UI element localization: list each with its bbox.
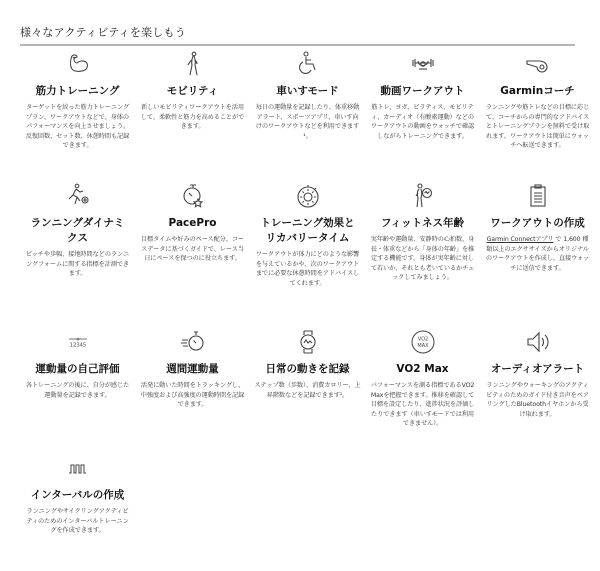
video-workout-icon (405, 50, 441, 78)
feature-title: 動画ワークアウト (380, 85, 465, 97)
feature-description: ターゲットを絞った筋力トレーニングプラン、ワークアウトなどで、身体のパフォーマンスを向上させましょう。反復回数、セット数、休憩時間も記録できます。 (25, 104, 130, 150)
feature-title: 車いすモード (276, 85, 339, 97)
feature-pacepro (135, 182, 250, 288)
feature-activity-tracking (250, 328, 365, 429)
feature-title: インターバルの作成 (30, 489, 125, 501)
feature-description: パフォーマンスを測る指標であるVO2 Maxを把握できます。推移を確認して目標を設定したり、進捗状況を評価したりできます（車いすモードでは利用できません）。 (370, 382, 475, 428)
feature-description: ランニングやウォーキングのアクティビティのためのガイド付き音声をペアリングしたBluetoothイヤホンから受け取れます。 (486, 382, 589, 418)
feature-garmin-coach (480, 50, 595, 151)
feature-description: ピッチや歩幅、接地時間などのランニングフォームに関する指標を計測できます。 (25, 251, 130, 278)
feature-title: トレーニング効果とリカバリータイム (260, 217, 355, 244)
training-effect-dial-icon (290, 182, 326, 210)
feature-title: 筋力トレーニング (35, 85, 120, 97)
svg-text:VO2: VO2 (417, 336, 428, 343)
feature-row-4 (20, 454, 595, 536)
feature-strength-training (20, 50, 135, 151)
feature-description: 目標タイムや好みのペース配分、コースデータに基づくガイドで、レース当日にペースを保つのに役立ちます。 (140, 236, 245, 263)
svg-text:MAX: MAX (416, 343, 429, 349)
mobility-stretch-icon (175, 50, 211, 78)
feature-description: 実年齢や運動量、安静時の心拍数、身長・体重などから「身体の年齢」を推定する機能です。身体が実年齢に対して若いか、それとも老いているかチェックしてみましょう。 (370, 236, 475, 282)
feature-title: Garminコーチ (500, 85, 575, 97)
wheelchair-icon (290, 50, 326, 78)
fast-stopwatch-icon (175, 328, 211, 356)
feature-description: 各トレーニングの後に、自分が感じた運動量を記録できます。 (25, 382, 130, 399)
running-dynamics-icon (60, 182, 96, 210)
feature-title: PacePro (168, 217, 217, 229)
feature-title: 週間運動量 (166, 363, 219, 375)
feature-title: フィットネス年齢 (380, 217, 465, 229)
clipboard-icon (520, 182, 556, 210)
muscle-arm-icon (60, 50, 96, 78)
feature-description: ランニングや筋トレなどの目標に応じて、コーチからの専門的なアドバイスとトレーニングプランを無料で受け取れます。ワークアウトは簡単にウォッチへ転送できます。 (485, 104, 590, 150)
feature-description (480, 235, 595, 273)
feature-interval-workouts (20, 454, 135, 536)
section-title: 様々なアクティビティを楽しもう (20, 26, 186, 39)
feature-intensity-minutes (135, 328, 250, 429)
feature-description-text: で 1,600 種類以上のエクササイズからオリジナルのワークアウトを作成し、直接ウォッチに送信できます。 (485, 236, 590, 272)
feature-training-effect (250, 182, 365, 288)
feature-description: ワークアウトが体力にどのような影響を与えているかや、次のワークアウトまでに必要な休憩時間をアドバイスしてくれます。 (255, 251, 360, 287)
svg-text:12345: 12345 (69, 342, 86, 349)
feature-title: ランニングダイナミクス (30, 217, 125, 244)
feature-running-dynamics (20, 182, 135, 288)
feature-row-2 (20, 182, 595, 288)
feature-description: 毎日の運動量を記録したり、体重移動アラート、スポーツアプリ、車いす向けのワークアウトなどを利用できます¹。 (255, 104, 360, 140)
feature-wheelchair-mode (250, 50, 365, 151)
section-header (20, 26, 575, 46)
feature-title: モビリティ (166, 85, 219, 97)
interval-wave-icon (60, 454, 96, 482)
vo2max-badge-icon (405, 328, 441, 356)
garmin-connect-app-link[interactable]: Garmin Connectアプリ (486, 236, 554, 243)
stopwatch-star-icon (175, 182, 211, 210)
feature-title: オーディオアラート (490, 363, 585, 375)
feature-perceived-effort (20, 328, 135, 429)
watch-activity-icon (290, 328, 326, 356)
feature-video-workouts (365, 50, 480, 151)
feature-description: ステップ数（歩数）、消費カロリー、上昇階数などを記録できます¹。 (254, 382, 361, 399)
feature-description: 活発に動いた時間をトラッキングし、中強度および高強度の運動時間を記録できます。 (140, 382, 245, 409)
header-divider (20, 44, 575, 46)
feature-vo2max (365, 328, 480, 429)
feature-description: ランニングやサイクリングアクティビティのためのインターバルトレーニングを作成できます。 (26, 508, 129, 535)
feature-create-workouts (480, 182, 595, 288)
rating-scale-icon (60, 328, 96, 356)
feature-row-3 (20, 328, 595, 429)
whistle-icon (520, 50, 556, 78)
feature-title: VO2 Max (396, 363, 449, 375)
feature-title: 運動量の自己評価 (35, 363, 120, 375)
feature-audio-prompts (480, 328, 595, 429)
feature-mobility (135, 50, 250, 151)
feature-row-1 (20, 50, 595, 151)
speaker-icon (520, 328, 556, 356)
feature-fitness-age (365, 182, 480, 288)
feature-title: 日常の動きを記録 (265, 363, 350, 375)
feature-description: 新しいモビリティワークアウトを活用して、柔軟性と筋力を高めることができます。 (140, 104, 245, 131)
feature-description: 筋トレ、ヨガ、ピラティス、モビリティ、カーディオ（有酸素運動）などのワークアウトの動画をウォッチで確認しながらトレーニングできます。 (370, 104, 475, 140)
fitness-age-icon (405, 182, 441, 210)
feature-title: ワークアウトの作成 (490, 217, 585, 229)
